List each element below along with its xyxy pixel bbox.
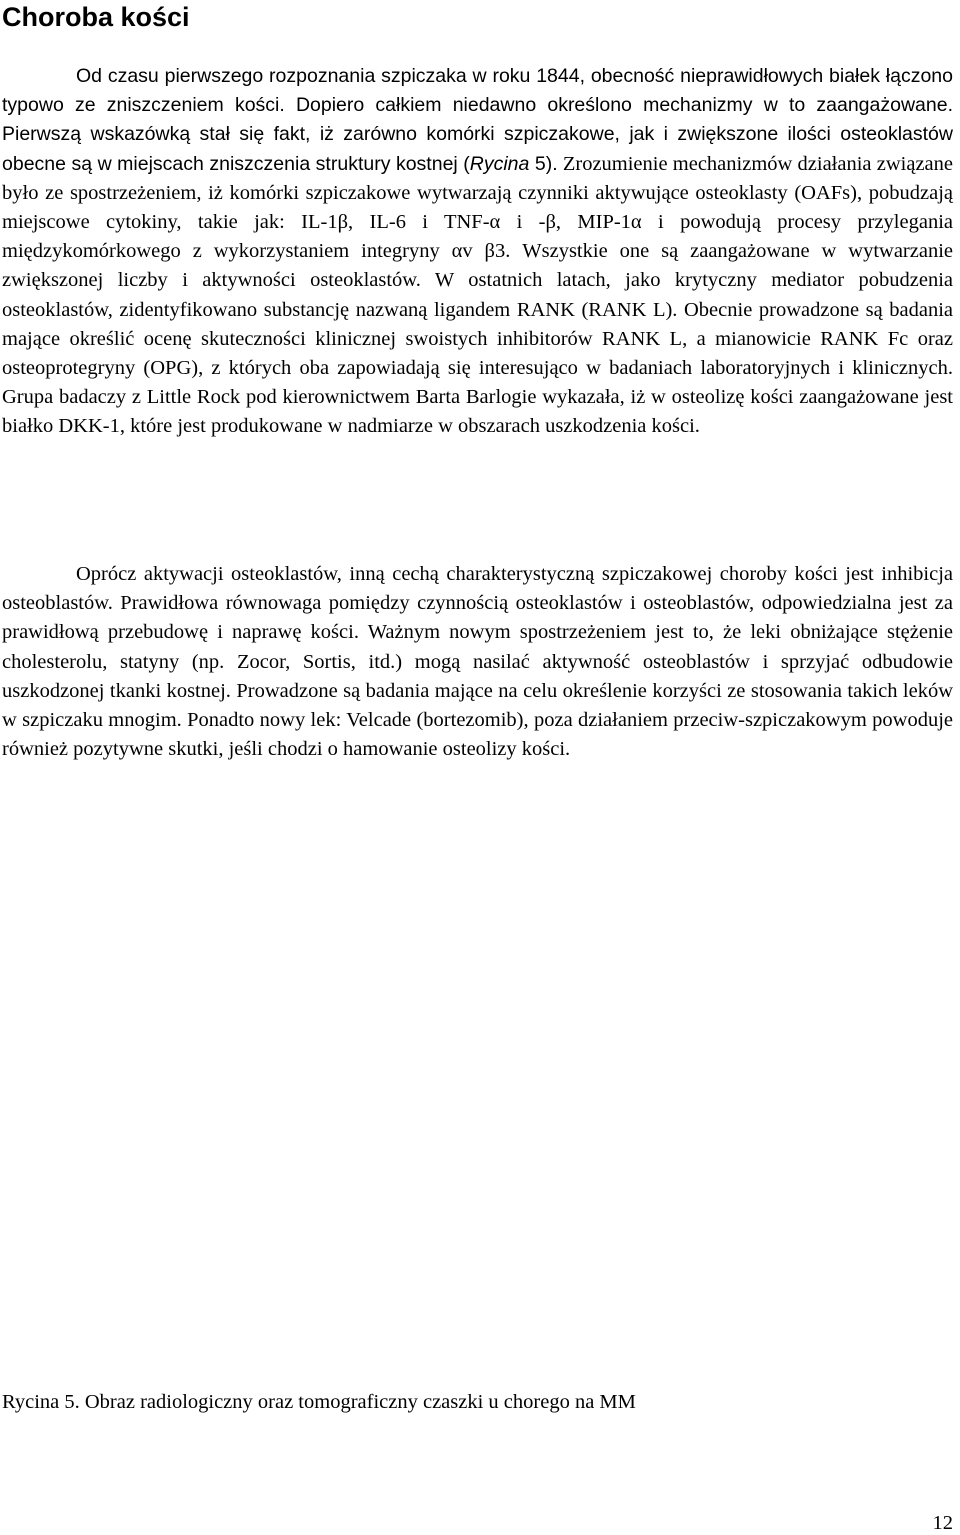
- figure-caption: Rycina 5. Obraz radiologiczny oraz tomograficzny czaszki u chorego na MM: [2, 1391, 636, 1413]
- page-number: 12: [932, 1512, 953, 1534]
- figure-reference-number: 5).: [529, 152, 558, 175]
- paragraph-main-text: Zrozumienie mechanizmów działania związane było ze spostrzeżeniem, iż komórki szpiczakowe wytwarzają czynniki aktywujące osteoklasty (OAFs), pobudzają miejscowe cytokiny, takie jak: IL-1β, IL-6 i TNF-α i -β, MIP-1α i powodują procesy przylegania międzykomórkowego z wykorzystaniem integryny αv β3. Wszystkie one są zaangażowane w wytwarzanie zwiększonej liczby i aktywności osteoklastów. W ostatnich latach, jako krytyczny mediator pobudzenia osteoklastów, zidentyfikowano substancję nazwaną ligandem RANK (RANK L). Obecnie prowadzone są badania mające określić ocenę skuteczności klinicznej swoistych inhibitorów RANK L, a mianowicie RANK Fc oraz osteoprotegryny (OPG), z których oba zapowiadają się interesująco w badaniach laboratoryjnych i klinicznych. Grupa badaczy z Little Rock pod kierownictwem Barta Barlogie wykazała, iż w osteolizę kości zaangażowane jest białko DKK-1, które jest produkowane w nadmiarze w obszarach uszkodzenia kości.: [2, 152, 953, 438]
- figure-reference: Rycina: [469, 152, 530, 175]
- paragraph-bone-disease-mechanisms: [2, 62, 953, 442]
- section-title: Choroba kości: [2, 2, 190, 32]
- paragraph-osteoblast-inhibition: Oprócz aktywacji osteoklastów, inną cechą charakterystyczną szpiczakowej choroby kości jest inhibicja osteoblastów. Prawidłowa równowaga pomiędzy czynnością osteoklastów i osteoblastów, odpowiedzialna jest za prawidłową przebudowę i naprawę kości. Ważnym nowym spostrzeżeniem jest to, że leki obniżające stężenie cholesterolu, statyny (np. Zocor, Sortis, itd.) mogą nasilać aktywność osteoblastów i sprzyjać odbudowie uszkodzonej tkanki kostnej. Prowadzone są badania mające na celu określenie korzyści ze stosowania takich leków w szpiczaku mnogim. Ponadto nowy lek: Velcade (bortezomib), poza działaniem przeciw-szpiczakowym powoduje również pozytywne skutki, jeśli chodzi o hamowanie osteolizy kości.: [2, 563, 953, 761]
- paragraph-intro-text: Od czasu pierwszego rozpoznania szpiczaka w roku 1844, obecność nieprawidłowych białek łączono typowo ze zniszczeniem kości. Dopiero całkiem niedawno określono mechanizmy w to zaangażowane. Pierwszą wskazówką stał się fakt, iż zarówno komórki szpiczakowe, jak i zwiększone ilości osteoklastów obecne są w miejscach zniszczenia struktury kostnej (: [2, 65, 953, 175]
